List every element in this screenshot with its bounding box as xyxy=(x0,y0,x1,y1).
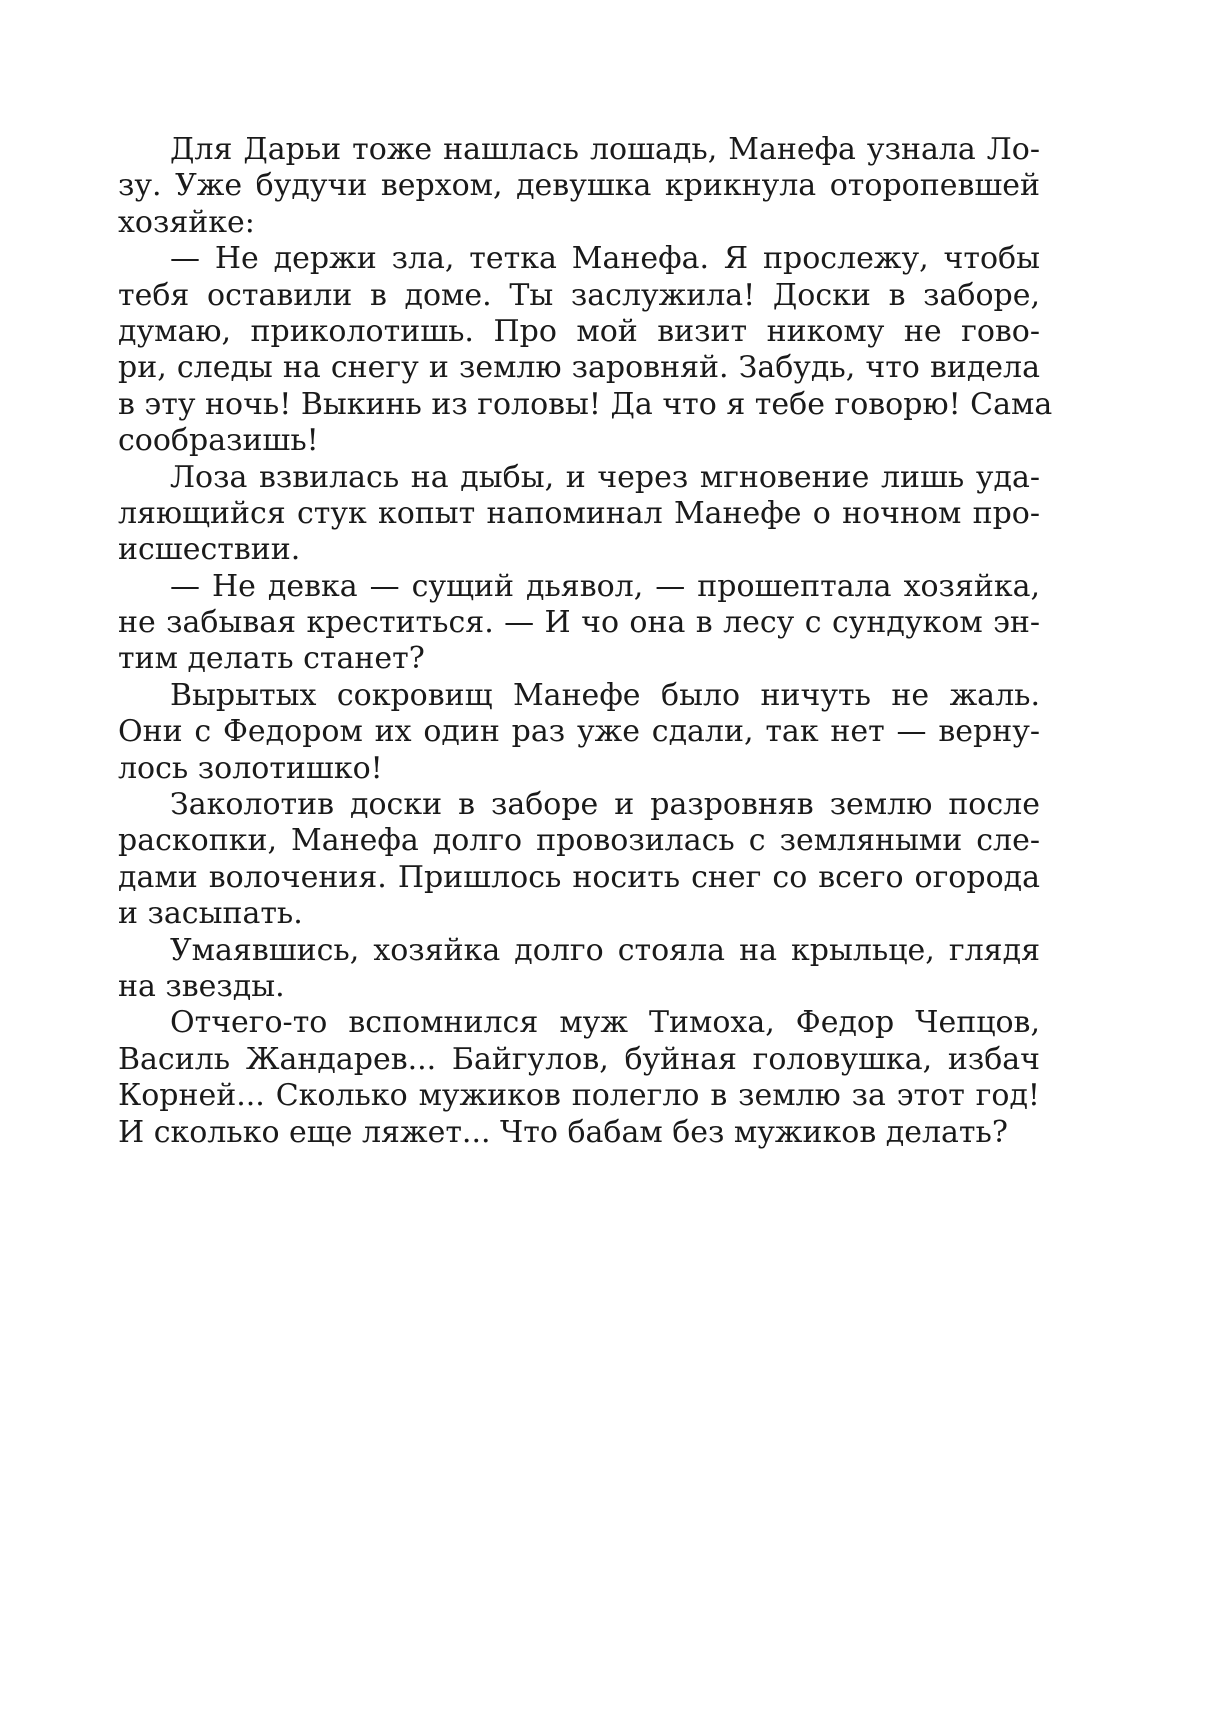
text-line: Лоза взвилась на дыбы, и через мгновение лишь уда- xyxy=(170,459,1040,495)
text-line: исшествии. xyxy=(118,532,301,568)
text-line: на звезды. xyxy=(118,968,285,1004)
text-line: Корней... Сколько мужиков полегло в землю за этот год! xyxy=(118,1078,1040,1114)
text-line: тебя оставили в доме. Ты заслужила! Доски в заборе, xyxy=(118,277,1040,313)
text-line: и засыпать. xyxy=(118,896,303,932)
text-line: тим делать станет? xyxy=(118,641,425,677)
text-line: Умаявшись, хозяйка долго стояла на крыльце, глядя xyxy=(170,932,1040,968)
text-line: Отчего-то вспомнился муж Тимоха, Федор Чепцов, xyxy=(170,1005,1040,1041)
text-line: Василь Жандарев... Байгулов, буйная головушка, избач xyxy=(118,1041,1040,1077)
text-line: ри, следы на снегу и землю заровняй. Забудь, что видела xyxy=(118,350,1040,386)
text-line: зу. Уже будучи верхом, девушка крикнула оторопевшей xyxy=(118,168,1040,204)
text-line: в эту ночь! Выкинь из головы! Да что я тебе говорю! Сама xyxy=(118,386,1053,422)
text-line: Заколотив доски в заборе и разровняв землю после xyxy=(170,787,1040,823)
text-line: И сколько еще ляжет... Что бабам без мужиков делать? xyxy=(118,1114,1008,1150)
text-line: Для Дарьи тоже нашлась лошадь, Манефа узнала Ло- xyxy=(170,132,1040,167)
text-line: хозяйке: xyxy=(118,204,255,240)
text-line: лось золотишко! xyxy=(118,750,383,786)
text-line: Вырытых сокровищ Манефе было ничуть не жаль. xyxy=(170,677,1040,713)
text-line: — Не девка — сущий дьявол, — прошептала хозяйка, xyxy=(170,568,1040,604)
text-line: ляющийся стук копыт напоминал Манефе о ночном про- xyxy=(118,495,1040,531)
body-text xyxy=(118,132,1053,1151)
text-line: Они с Федором их один раз уже сдали, так нет — верну- xyxy=(118,714,1040,750)
text-line: сообразишь! xyxy=(118,423,319,459)
text-line: дами волочения. Пришлось носить снег со всего огорода xyxy=(118,859,1040,895)
text-line: думаю, приколотишь. Про мой визит никому не гово- xyxy=(118,313,1040,349)
text-line: не забывая креститься. — И чо она в лесу с сундуком эн- xyxy=(118,605,1040,641)
text-line: раскопки, Манефа долго провозилась с земляными сле- xyxy=(118,823,1040,859)
text-line: — Не держи зла, тетка Манефа. Я прослежу, чтобы xyxy=(170,241,1040,277)
